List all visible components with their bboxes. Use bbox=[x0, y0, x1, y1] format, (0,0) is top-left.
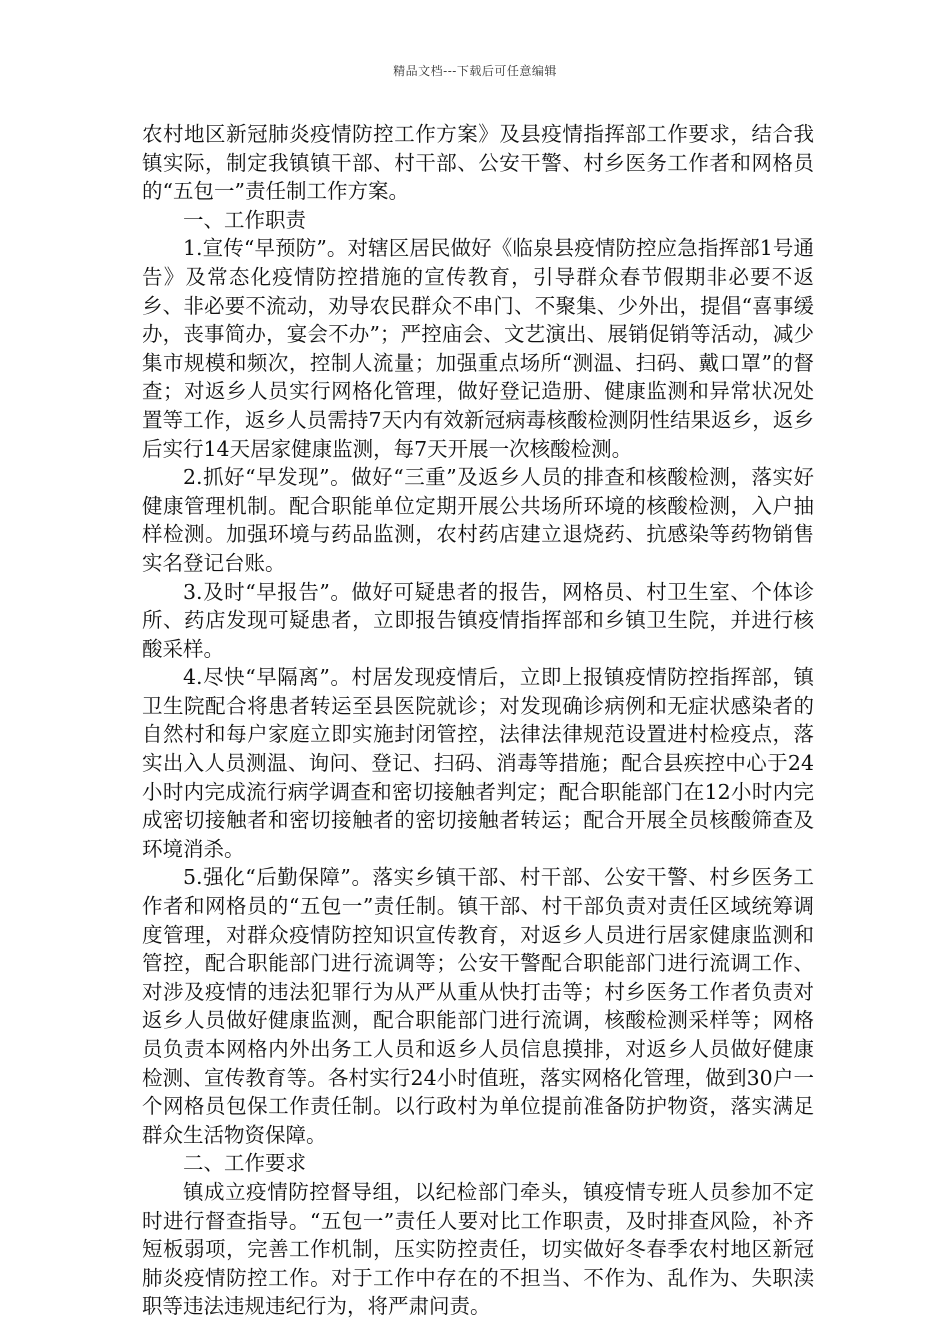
section-heading-duties: 一、工作职责 bbox=[183, 207, 306, 232]
paragraph-duty-5: 5.强化“后勤保障”。落实乡镇干部、村干部、公安干警、村乡医务工作者和网格员的“五包一”责任制。镇干部、村干部负责对责任区域统筹调度管理，对群众疫情防控知识宣传教育，对返乡人员进行居家健康监测和管控，配合职能部门进行流调等；公安干警配合职能部门进行流调工作、对涉及疫情的违法犯罪行为从严从重从快打击等；村乡医务工作者负责对返乡人员做好健康监测，配合职能部门进行流调，核酸检测采样等；网格员负责本网格内外出务工人员和返乡人员信息摸排，对返乡人员做好健康检测、宣传教育等。各村实行24小时值班，落实网格化管理，做到30户一个网格员包保工作责任制。以行政村为单位提前准备防护物资，落实满足群众生活物资保障。 bbox=[142, 865, 814, 1147]
document-body bbox=[142, 120, 814, 1321]
paragraph-requirements: 镇成立疫情防控督导组，以纪检部门牵头，镇疫情专班人员参加不定时进行督查指导。“五包一”责任人要对比工作职责，及时排查风险，补齐短板弱项，完善工作机制，压实防控责任，切实做好冬春季农村地区新冠肺炎疫情防控工作。对于工作中存在的不担当、不作为、乱作为、失职渎职等违法违规违纪行为，将严肃问责。 bbox=[142, 1179, 814, 1319]
page-header: 精品文档---下载后可任意编辑 bbox=[393, 64, 557, 78]
paragraph-intro: 农村地区新冠肺炎疫情防控工作方案》及县疫情指挥部工作要求，结合我镇实际，制定我镇镇干部、村干部、公安干警、村乡医务工作者和网格员的“五包一”责任制工作方案。 bbox=[142, 122, 814, 204]
paragraph-duty-1: 1.宣传“早预防”。对辖区居民做好《临泉县疫情防控应急指挥部1号通告》及常态化疫情防控措施的宣传教育，引导群众春节假期非必要不返乡、非必要不流动，劝导农民群众不串门、不聚集、少外出，提倡“喜事缓办，丧事简办，宴会不办”；严控庙会、文艺演出、展销促销等活动，减少集市规模和频次，控制人流量；加强重点场所“测温、扫码、戴口罩”的督查；对返乡人员实行网格化管理，做好登记造册、健康监测和异常状况处置等工作，返乡人员需持7天内有效新冠病毒核酸检测阴性结果返乡，返乡后实行14天居家健康监测，每7天开展一次核酸检测。 bbox=[142, 236, 814, 461]
section-heading-requirements: 二、工作要求 bbox=[183, 1151, 306, 1176]
paragraph-duty-4: 4.尽快“早隔离”。村居发现疫情后，立即上报镇疫情防控指挥部，镇卫生院配合将患者转运至县医院就诊；对发现确诊病例和无症状感染者的自然村和每户家庭立即实施封闭管控，法律法律规范设置进村检疫点，落实出入人员测温、询问、登记、扫码、消毒等措施；配合县疾控中心于24小时内完成流行病学调查和密切接触者判定；配合职能部门在12小时内完成密切接触者和密切接触者的密切接触者转运；配合开展全员核酸筛查及环境消杀。 bbox=[142, 665, 814, 861]
paragraph-duty-3: 3.及时“早报告”。做好可疑患者的报告，网格员、村卫生室、个体诊所、药店发现可疑患者，立即报告镇疫情指挥部和乡镇卫生院，并进行核酸采样。 bbox=[142, 579, 814, 661]
paragraph-duty-2: 2.抓好“早发现”。做好“三重”及返乡人员的排查和核酸检测，落实好健康管理机制。配合职能单位定期开展公共场所环境的核酸检测，入户抽样检测。加强环境与药品监测，农村药店建立退烧药、抗感染等药物销售实名登记台账。 bbox=[142, 465, 814, 575]
